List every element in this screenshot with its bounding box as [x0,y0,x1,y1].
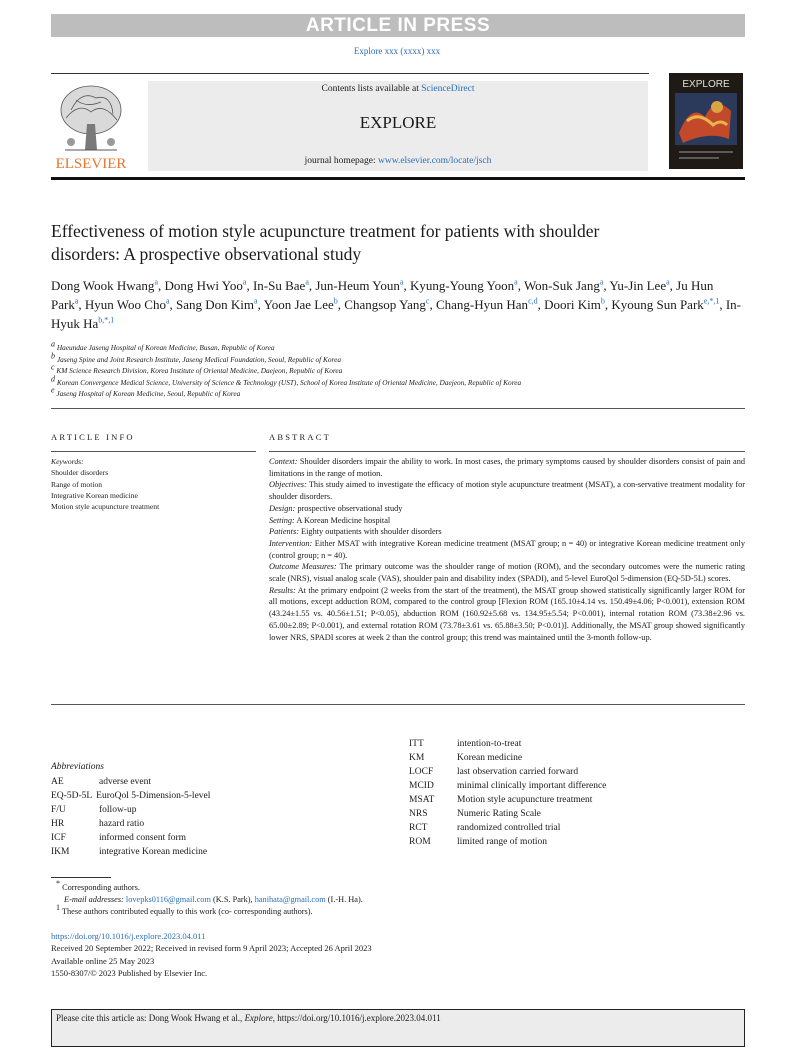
abbreviation-definition: limited range of motion [457,837,547,847]
abbreviation-term: ROM [409,837,431,847]
author-affiliation-mark[interactable]: b [600,296,605,306]
author-name[interactable]: Changsop Yang [344,297,426,312]
keywords-label: Keywords: [51,457,84,466]
abbreviation-term: NRS [409,809,428,819]
footnote-rule [51,877,111,878]
citation-prefix: Please cite this article as: Dong Wook Hwang et al., [56,1013,245,1023]
doi-link[interactable]: https://doi.org/10.1016/j.explore.2023.04.011 [51,931,206,941]
abbreviation-term: F/U [51,805,66,815]
abstract-section-label: Results: [269,585,296,595]
abbreviation-definition: last observation carried forward [457,767,579,777]
author-affiliation-mark[interactable]: b,*,1 [98,315,115,325]
abbreviation-row [409,793,745,807]
author-affiliation-mark[interactable]: a [165,296,170,306]
author-entry[interactable] [315,278,403,293]
article-info-heading: ARTICLE INFO [51,432,135,442]
sciencedirect-link[interactable]: ScienceDirect [421,84,475,94]
author-name[interactable]: Doori Kim [544,297,601,312]
abstract-section [269,479,745,502]
email-owner-park: (K.S. Park), [210,895,255,905]
abstract-section [269,526,745,538]
abbreviation-row [51,817,381,831]
abbreviation-definition: Korean medicine [457,753,523,763]
author-entry[interactable] [176,297,258,312]
keyword-item: Motion style acupuncture treatment [51,502,160,512]
author-entry[interactable] [410,278,518,293]
author-affiliation-mark[interactable]: a [514,277,518,287]
abstract-section-label: Context: [269,457,298,466]
abstract-section [269,456,745,479]
abbreviation-definition: adverse event [99,777,151,787]
author-name[interactable]: Dong Hwi Yoo [164,278,243,293]
keyword-item: Shoulder disorders [51,468,109,478]
abbreviation-row [409,737,745,751]
abstract-heading: ABSTRACT [269,432,331,442]
abbreviation-definition: Motion style acupuncture treatment [457,795,593,805]
affiliation-mark: c [51,362,55,372]
article-info-rule [51,451,256,452]
abbreviation-term: MCID [409,781,434,791]
copyright-line: 1550-8307/© 2023 Published by Elsevier Inc. [51,968,208,979]
journal-homepage-link[interactable]: www.elsevier.com/locate/jsch [377,156,492,166]
author-name[interactable]: Ju Hun Park [51,278,714,312]
abbreviation-definition: randomized controlled trial [457,823,561,833]
author-name[interactable]: Chang-Hyun Han [435,297,529,312]
affiliation-item [51,362,745,377]
corresponding-note: * Corresponding authors. [56,879,140,892]
email-note [56,894,746,906]
abbreviation-row [409,807,745,821]
abstract-section-label: Objectives: [269,480,307,490]
author-name[interactable]: Sang Don Kim [176,297,255,312]
affiliation-text: Jaseng Spine and Joint Research Institute, Jaseng Medical Foundation, Seoul, Republic of Korea [56,354,342,364]
abbreviations-left-column [51,775,381,859]
affiliation-item [51,374,745,389]
abstract-section-text: The primary outcome was the shoulder range of motion (ROM), and the secondary outcomes were the numeric rating scale (NRS), visual analog scale (VAS), shoulder pain and disability index (SPADI), and 5-level EuroQol 5-dimension (EQ-5D-5L) scores. [269,562,745,584]
article-in-press-banner: ARTICLE IN PRESS [51,14,745,37]
abbreviation-term: EQ-5D-5L [51,791,93,801]
author-entry[interactable] [544,297,605,312]
author-entry[interactable] [524,278,603,293]
abbreviation-definition: hazard ratio [99,819,145,829]
author-name[interactable]: Yu-Jin Lee [609,278,667,293]
affiliation-item [51,339,745,354]
article-title: Effectiveness of motion style acupuncture treatment for patients with shoulder disorders: A prospective observational study [51,221,600,264]
masthead-top-rule [51,73,649,74]
author-entry[interactable] [165,278,247,293]
author-entry[interactable] [85,297,170,312]
abbreviation-definition: intention-to-treat [457,739,522,749]
affiliation-mark: d [51,374,55,384]
author-affiliation-mark[interactable]: a [305,277,309,287]
abbreviation-definition: follow-up [99,805,137,815]
abstract-section-text: prospective observational study [295,503,403,513]
citation-box [51,1009,745,1047]
received-dates: Received 20 September 2022; Received in revised form 9 April 2023; Accepted 26 April 2023 [51,943,372,954]
abbreviation-term: LOCF [409,767,434,777]
abbreviation-definition: Numeric Rating Scale [457,809,541,819]
affiliation-mark: b [51,351,55,361]
abbreviation-term: AE [51,777,64,787]
abbreviation-definition: informed consent form [99,833,187,843]
abstract-section-label: Outcome Measures: [269,562,337,572]
affiliation-mark: e [51,385,55,395]
author-affiliation-mark[interactable]: b [333,296,338,306]
contents-line [148,84,648,94]
author-entry[interactable] [264,297,338,312]
author-name[interactable]: In-Hyuk Ha [51,297,742,331]
cover-artwork-icon [669,73,743,169]
author-entry[interactable] [253,278,309,293]
affiliation-text: KM Science Research Division, Korea Institute of Oriental Medicine, Daejeon, Republic of Korea [56,366,343,376]
abbreviation-row [409,779,745,793]
footnotes [56,879,746,919]
abstract-section [269,503,745,515]
author-list: Dong Wook Hwang$^a$, Dong Hwi Yoo$^a$, In-Su Bae$^a$, Jun-Heum Youn$^a$, Kyung-Young Yoon$^a$, Won-Suk Jang$^a$, Yu-Jin Lee$^a$, Ju Hun Park$^a$, Hyun Woo Cho$^a$, Sang Don Kim$^a$, Yoon Jae Lee$^b$, Changsop Yang$^c$, Chang-Hyun Han$^{c,d}$, Doori Kim$^b$, Kyoung Sun Park$^{e,*,1}$, In-Hyuk $Ha^{b,*,1}$ [51,277,742,331]
equal-contribution-text: These authors contributed equally to this work (co- corresponding authors). [61,907,313,917]
abstract-section-text: This study aimed to investigate the efficacy of motion style acupuncture treatment (MSAT), a con-servative treatment modality for shoulder disorders. [269,480,745,502]
journal-reference-link[interactable]: Explore xxx (xxxx) xxx [353,46,441,56]
abstract-section [269,515,745,527]
email-label: E-mail addresses: [64,895,124,905]
contents-prefix: Contents lists available at [321,84,422,94]
author-name[interactable]: Jun-Heum Youn [315,278,400,293]
elsevier-tree-icon [51,80,131,172]
author-entry[interactable] [51,278,158,293]
abbreviation-row [51,775,381,789]
affiliation-text: Haeundae Jaseng Hospital of Korean Medicine, Busan, Republic of Korea [56,343,275,352]
email-link-park[interactable]: lovepks0116@gmail.com [125,895,211,905]
affiliation-text: Korean Convergence Medical Science, University of Science & Technology (UST), School of Korea Institute of Oriental Medicine, Daejeon, Republic of Korea [56,377,522,387]
author-affiliation-mark[interactable]: a [242,277,247,287]
abstract-section-label: Intervention: [269,538,313,548]
author-name[interactable]: Dong Wook Hwang [51,278,155,293]
abbreviation-row [409,765,745,779]
abstract-section-text: Eighty outpatients with shoulder disorders [298,527,442,537]
abbreviation-term: MSAT [409,795,435,805]
email-link-ha[interactable]: hanihata@gmail.com [254,895,326,905]
keyword-item: Integrative Korean medicine [51,490,138,500]
author-affiliation-mark[interactable]: c,d [528,296,538,306]
abbreviation-row [51,845,381,859]
abstract-section-text: Either MSAT with integrative Korean medicine treatment (MSAT group; n = 40) or integrative Korean medicine treatment only (control group; n = 40). [269,538,745,560]
email-owner-ha: (I.-H. Ha). [325,895,363,905]
abstract-body [269,456,745,643]
abbreviations-title: Abbreviations [51,762,104,772]
journal-cover-image[interactable] [669,73,743,169]
masthead-bottom-rule [51,177,745,180]
abstract-section-text: A Korean Medicine hospital [294,515,391,525]
publication-info [51,930,745,980]
abbreviation-term: HR [51,819,65,829]
abbreviation-definition: minimal clinically important difference [457,781,607,791]
abstract-section [269,538,745,561]
corresponding-text: Corresponding authors. [62,883,140,892]
affiliation-item [51,385,745,400]
author-name[interactable]: Kyoung Sun Park [611,297,704,312]
svg-text:ELSEVIER: ELSEVIER [55,156,127,172]
affiliations-rule [51,408,745,409]
abbreviation-term: ICF [51,833,66,843]
abstract-section [269,585,745,644]
abstract-rule [269,451,745,452]
abstract-bottom-rule [51,704,745,705]
abbreviation-definition: integrative Korean medicine [99,847,208,857]
author-name[interactable]: Won-Suk Jang [523,278,600,293]
keywords-block [51,456,256,512]
abbreviation-term: IKM [51,847,70,857]
abbreviation-row [409,751,745,765]
svg-text:EXPLORE: EXPLORE [682,79,730,90]
affiliation-text: Jaseng Hospital of Korean Medicine, Seoul, Republic of Korea [56,389,241,399]
affiliation-item [51,351,745,366]
elsevier-logo[interactable] [51,80,131,172]
abbreviation-definition: EuroQol 5-Dimension-5-level [96,791,211,801]
author-affiliation-mark[interactable]: c [425,296,430,306]
abbreviations-right-column [409,737,745,849]
abbreviation-row [409,835,745,849]
abstract-section-label: Patients: [269,527,299,537]
abbreviation-row [51,789,381,803]
keyword-item: Range of motion [51,479,103,489]
abstract-section-text: Shoulder disorders impair the ability to work. In most cases, the primary symptoms caused by shoulder disorders consist of pain and limitations in the range of motion. [269,457,745,478]
author-name[interactable]: Hyun Woo Cho [84,297,166,312]
abbreviation-row [409,821,745,835]
homepage-line [148,156,648,166]
affiliation-mark: a [51,339,55,349]
author-affiliation-mark[interactable]: e,*,1 [703,296,720,306]
author-entry[interactable] [609,278,669,293]
abstract-section-label: Setting: [269,515,295,525]
affiliation-list [51,339,745,400]
abbreviation-term: RCT [409,823,428,833]
author-affiliation-mark[interactable]: a [399,277,404,287]
abstract-section-label: Design: [269,503,296,513]
author-entry[interactable] [344,297,429,312]
author-name[interactable]: Yoon Jae Lee [263,297,334,312]
online-date: Available online 25 May 2023 [51,955,155,966]
author-affiliation-mark[interactable]: a [254,296,258,306]
author-affiliation-mark[interactable]: a [154,277,158,287]
homepage-prefix: journal homepage: [304,156,378,166]
abbreviation-term: ITT [409,739,424,749]
author-entry[interactable] [436,297,538,312]
equal-contribution-note: $^1$ These authors contributed equally to this work (co- corresponding authors). [56,903,313,917]
author-affiliation-mark[interactable]: a [599,277,604,287]
abbreviation-row [51,803,381,817]
abbreviation-row [51,831,381,845]
citation-suffix: , https://doi.org/10.1016/j.explore.2023.04.011 [272,1013,441,1023]
author-affiliation-mark[interactable]: a [666,277,670,287]
abstract-section-text: At the primary endpoint (2 weeks from the start of the treatment), the MSAT group showed statistically significantly larger ROM for all motions, except adduction ROM, compared to the control group [Flexion ROM (165.10±4.14 vs. 150.49±4.06; P<0.001), extension ROM (43.24±1.55 vs. 40.56±1.51; P<0.05), abduction ROM (160.92±5.68 vs. 134.95±5.54; P<0.001), internal rotation ROM (73.38±2.96 vs. 65.00±2.89; P<0.001), and external rotation ROM (73.78±3.61 vs. 65.88±3.50; P<0.01)]. Additionally, the MSAT group showed significantly lower NRS, SPADI scores at week 2 than the control group; this trend was maintained until the 3-month follow-up. [269,585,745,642]
abbreviation-term: KM [409,753,425,763]
author-name[interactable]: In-Su Bae [252,278,306,293]
author-affiliation-mark[interactable]: a [74,296,79,306]
journal-title: EXPLORE [359,113,437,132]
author-name[interactable]: Kyung-Young Yoon [409,278,515,293]
citation-journal: Explore [244,1013,273,1023]
abstract-section [269,561,745,584]
author-entry[interactable] [611,297,719,312]
